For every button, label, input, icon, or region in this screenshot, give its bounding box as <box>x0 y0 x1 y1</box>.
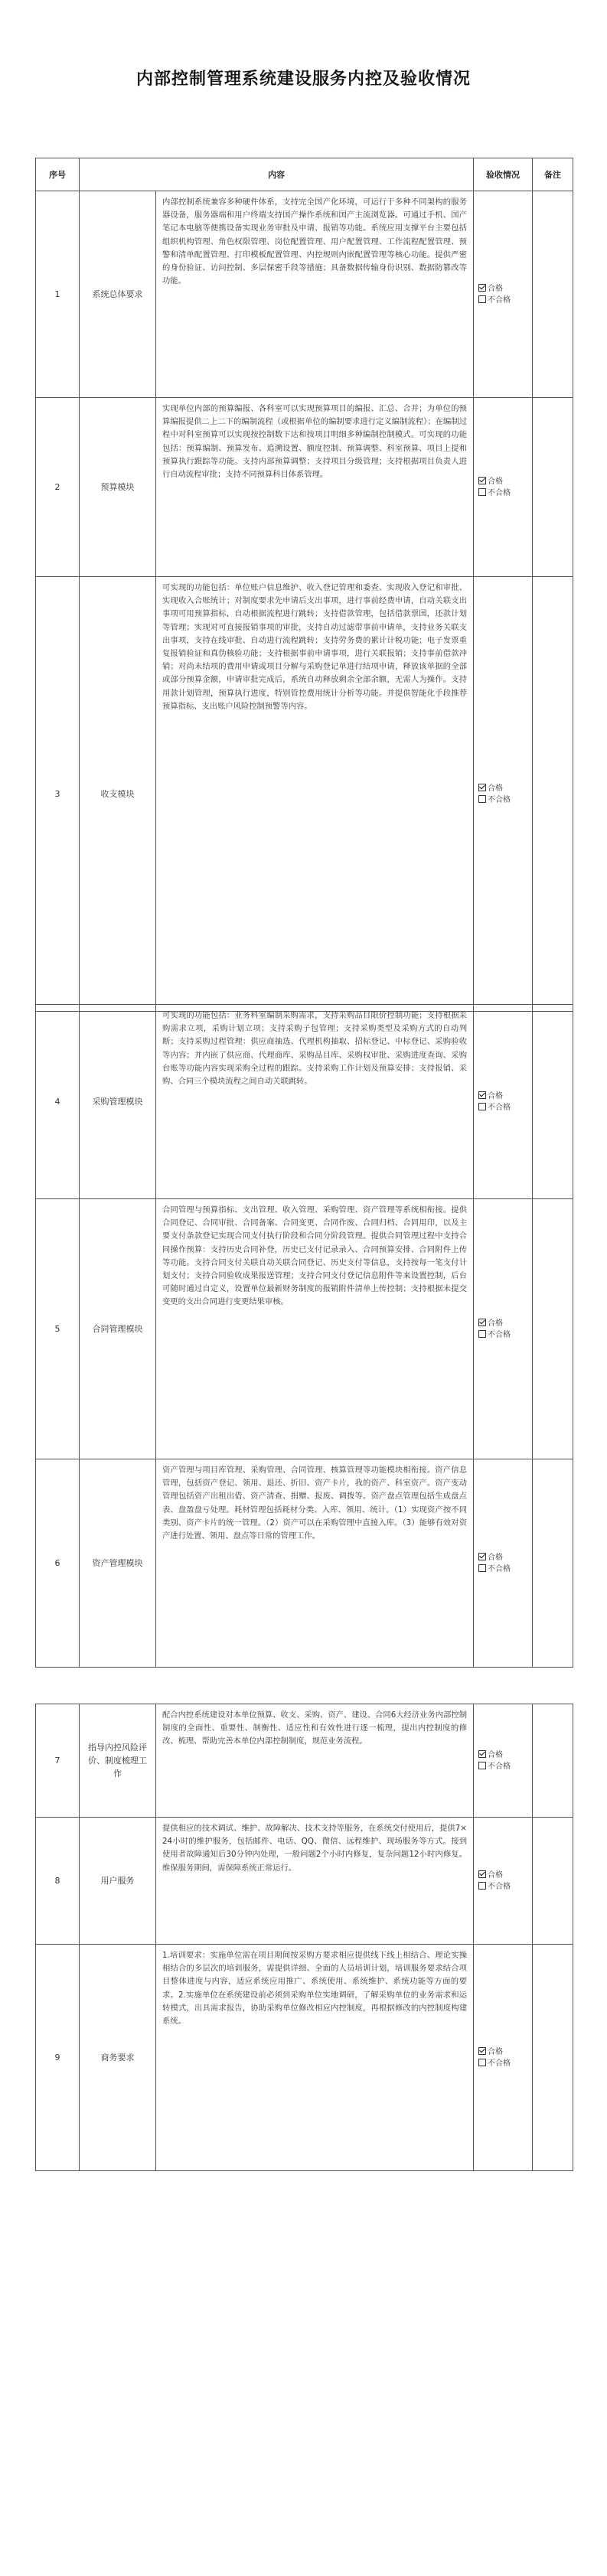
row-note <box>533 1005 573 1199</box>
row-check <box>474 577 533 1012</box>
header-note: 备注 <box>533 158 573 191</box>
pass-label: 合格 <box>488 1750 503 1759</box>
checkbox-icon[interactable] <box>478 1330 486 1338</box>
row-no: 9 <box>36 1945 80 2171</box>
table-row <box>36 1199 573 1459</box>
checked-box-icon[interactable] <box>478 1750 486 1758</box>
checked-box-icon[interactable] <box>478 1870 486 1878</box>
table-row <box>36 398 573 577</box>
acceptance-table-part-3 <box>35 1704 573 2171</box>
header-content: 内容 <box>80 158 474 191</box>
row-check <box>474 1199 533 1459</box>
row-content: 1.培训要求：实施单位需在项目期间按采购方要求相应提供线下线上相结合、理论实操相结合的多层次的培训服务，需提供详细、全面的人员培训计划，培训服务要求结合项目整体进度与内容，适应系统应用推广、系统使用、系统维护、系统功能等方面的要求。2.实施单位在系统建设前必须到采购单位实地调研，了解采购单位的业务需求和运转模式，出具需求报告，协助采购单位修改相应内控制度，再根据修改的内控制度构建系统。 <box>156 1945 474 2171</box>
pass-option[interactable] <box>478 1552 532 1564</box>
fail-option[interactable] <box>478 1564 532 1575</box>
checkbox-icon[interactable] <box>478 2059 486 2066</box>
checked-box-icon[interactable] <box>478 284 486 292</box>
fail-option[interactable] <box>478 1102 532 1114</box>
row-no: 3 <box>36 577 80 1012</box>
pass-label: 合格 <box>488 1091 503 1101</box>
row-content: 合同管理与预算指标、支出管理、收入管理、采购管理、资产管理等系统相衔接。提供合同登记、合同审批、合同备案、合同变更、合同作废、合同归档、合同用印，以及主要支付条款登记实现合同支付执行阶段和合同分阶段管理。提供合同管理过程中支持合同操作预算：支持历史合同补登，历史已支付记录录入、合同预算安排、合同附件上传等功能。支持合同支付关联自动关联合同登记、历史支付等信息，支持按每一笔支付计划支付；支持合同验收成果报送管理；支持合同支付登记信息附件等来设置控制，后台可随时通过自定义，设置单位最新财务制度的报销附件清单上传控制；支持根据未提交变更的支出合同进行变更结果审核。 <box>156 1199 474 1459</box>
row-note <box>533 1818 573 1945</box>
fail-label: 不合格 <box>488 1882 511 1891</box>
fail-option[interactable] <box>478 794 532 806</box>
fail-label: 不合格 <box>488 2059 511 2068</box>
table-row <box>36 1005 573 1199</box>
table-row <box>36 1459 573 1668</box>
row-name: 系统总体要求 <box>80 191 156 398</box>
document-title: 内部控制管理系统建设服务内控及验收情况 <box>135 70 471 89</box>
pass-option[interactable] <box>478 283 532 295</box>
pass-label: 合格 <box>488 2047 503 2056</box>
row-no: 5 <box>36 1199 80 1459</box>
fail-label: 不合格 <box>488 488 511 497</box>
table-row <box>36 1704 573 1818</box>
fail-option[interactable] <box>478 2058 532 2069</box>
table-row <box>36 191 573 398</box>
checkbox-icon[interactable] <box>478 1564 486 1572</box>
row-name: 预算模块 <box>80 398 156 577</box>
pass-label: 合格 <box>488 1319 503 1328</box>
row-check <box>474 1945 533 2171</box>
pass-label: 合格 <box>488 477 503 486</box>
checkbox-icon[interactable] <box>478 488 486 496</box>
checkbox-icon[interactable] <box>478 1882 486 1890</box>
checked-box-icon[interactable] <box>478 477 486 484</box>
row-check <box>474 398 533 577</box>
row-content: 内部控制系统兼容多种硬件体系，支持完全国产化环境，可运行于多种不同架构的服务器设备，服务器端和用户终端支持国产操作系统和国产主流浏览器。可通过手机、国产笔记本电脑等便携设备实现业务审批及申请、报销等功能。系统应用支撑平台主要包括组织机构管理、角色权限管理、岗位配置管理、用户配置管理、工作流程配置管理、预警和清单配置管理、打印模板配置管理、内控规则内嵌配置管理等核心功能。提供严密的身份验证、访问控制、多层保密手段等措施；具备数据传输身份识别、数据防篡改等功能。 <box>156 191 474 398</box>
acceptance-table-part-1 <box>35 158 573 1012</box>
row-note <box>533 1945 573 2171</box>
acceptance-table-part-2 <box>35 1004 573 1668</box>
table-row <box>36 1945 573 2171</box>
row-note <box>533 1199 573 1459</box>
header-no: 序号 <box>36 158 80 191</box>
row-content: 实现单位内部的预算编报、各科室可以实现预算项目的编报、汇总、合并；为单位的预算编报提供二上二下的编制流程（或根据单位的编制要求进行定义编制流程）；在编制过程中对科室预算可以实现按控制数下达和按项目明细多种编制控制模式。可实现的功能包括：预算编制、预算发布、追溯设置、额度控制、预算调整、科室预算、项目上提和预算执行跟踪等功能。支持内部预算调整；支持项目分级管理；支持根据项目负责人进行自动流程审批；支持不同预算科目体系管理。 <box>156 398 474 577</box>
row-check <box>474 1459 533 1668</box>
fail-label: 不合格 <box>488 795 511 804</box>
pass-option[interactable] <box>478 2046 532 2058</box>
row-name: 收支模块 <box>80 577 156 1012</box>
row-check <box>474 1818 533 1945</box>
checkbox-icon[interactable] <box>478 295 486 303</box>
pass-label: 合格 <box>488 284 503 293</box>
checkbox-icon[interactable] <box>478 1103 486 1110</box>
row-name: 资产管理模块 <box>80 1459 156 1668</box>
row-name: 指导内控风险评价、制度梳理工作 <box>80 1704 156 1818</box>
checked-box-icon[interactable] <box>478 2047 486 2055</box>
table-row <box>36 577 573 1012</box>
row-note <box>533 1704 573 1818</box>
row-check <box>474 1704 533 1818</box>
row-content: 提供相应的技术调试、维护、故障解决、技术支持等服务，在系统交付使用后，提供7×24小时的维护服务，包括邮件、电话、QQ、微信、远程维护、现场服务等方式。接到使用者故障通知后30分钟内处理，一般问题2个小时内修复，复杂问题12小时内修复。维保服务期间，需保障系统正常运行。 <box>156 1818 474 1945</box>
checked-box-icon[interactable] <box>478 1091 486 1099</box>
fail-label: 不合格 <box>488 1564 511 1573</box>
row-no: 4 <box>36 1005 80 1199</box>
fail-label: 不合格 <box>488 295 511 305</box>
row-no: 8 <box>36 1818 80 1945</box>
checkbox-icon[interactable] <box>478 1762 486 1769</box>
pass-label: 合格 <box>488 1870 503 1880</box>
row-note <box>533 398 573 577</box>
row-note <box>533 1459 573 1668</box>
table-header-row <box>36 158 573 191</box>
pass-label: 合格 <box>488 784 503 793</box>
pass-option[interactable] <box>478 476 532 487</box>
pass-option[interactable] <box>478 1091 532 1102</box>
row-check <box>474 191 533 398</box>
row-no: 2 <box>36 398 80 577</box>
row-content: 可实现的功能包括：业务科室编制采购需求，支持采购品目限价控制功能；支持根据采购需求立项，采购计划立项；支持采购子包管理；支持采购类型及采购方式的自动判断；支持采购过程管理：供应商抽选、代理机构抽取、招标登记、中标登记、采购验收等内容；并内嵌了供应商、代理商库、采购品目库、采购权审批、采购进度查询、采购台账等功能内容实现采购全过程的跟踪。支持采购工作计划及预算安排；支持报销、采购、合同三个模块流程之间自动关联跳转。 <box>156 1005 474 1199</box>
row-content: 配合内控系统建设对本单位预算、收支、采购、资产、建设、合同6大经济业务内部控制制度的全面性、重要性、制衡性、适应性和有效性进行逐一梳理，提出内控制度的修改、梳理、帮助完善本单位内部控制制度，规范业务流程。 <box>156 1704 474 1818</box>
row-no: 1 <box>36 191 80 398</box>
pass-option[interactable] <box>478 783 532 794</box>
row-note <box>533 577 573 1012</box>
pass-option[interactable] <box>478 1870 532 1881</box>
pass-option[interactable] <box>478 1749 532 1761</box>
checkbox-icon[interactable] <box>478 795 486 803</box>
fail-option[interactable] <box>478 1761 532 1772</box>
row-no: 6 <box>36 1459 80 1668</box>
header-check: 验收情况 <box>474 158 533 191</box>
fail-option[interactable] <box>478 487 532 499</box>
checked-box-icon[interactable] <box>478 1553 486 1560</box>
fail-option[interactable] <box>478 1881 532 1893</box>
row-content: 可实现的功能包括：单位账户信息维护、收入登记管理和委查、实现收入登记和审批、实现收入合账统计；对制度要求先申请后支出事项，进行事前经费申请，自动关联支出事项可用预算指标，自动根据流程进行跳转；支持借款管理，包括借款票国，还款计划等管理；实现对可直接报销事项的审批，支持自动过滤带事前申请单，支持业务关联支出事项，支持在线审批、自动进行流程跳转；支持劳务费的累计计税功能；电子发票重复报销验证和真伪核验功能；支持根据事前申请事项，进行关联报销；支持事前借款冲销；对尚未结项的费用申请或项目分解与采购登记单进行结项申请，释放该单据的全部或部分预算金额，申请审批完成后，系统自动释放剩余全部余额，无需人为操作。支持用款计划管理，预算执行进度，特别管控费用统计分析等功能。并提供智能化手段推荐预算指标、支出账户风险控制预警等内容。 <box>156 577 474 1012</box>
row-name: 合同管理模块 <box>80 1199 156 1459</box>
pass-option[interactable] <box>478 1318 532 1329</box>
table-row <box>36 1818 573 1945</box>
row-note <box>533 191 573 398</box>
fail-option[interactable] <box>478 1329 532 1341</box>
fail-label: 不合格 <box>488 1762 511 1771</box>
fail-option[interactable] <box>478 295 532 306</box>
fail-label: 不合格 <box>488 1103 511 1112</box>
row-name: 用户服务 <box>80 1818 156 1945</box>
row-no: 7 <box>36 1704 80 1818</box>
row-check <box>474 1005 533 1199</box>
fail-label: 不合格 <box>488 1330 511 1339</box>
checked-box-icon[interactable] <box>478 1319 486 1326</box>
pass-label: 合格 <box>488 1553 503 1562</box>
row-name: 商务要求 <box>80 1945 156 2171</box>
checked-box-icon[interactable] <box>478 784 486 791</box>
row-name: 采购管理模块 <box>80 1005 156 1199</box>
row-content: 资产管理与项目库管理、采购管理、合同管理、核算管理等功能模块相衔接。资产信息管理，包括资产登记、领用、退还、折旧、资产卡片，我的资产、科室资产。资产变动管理包括资产出租出借、资产清查、捐赠、报废、调拨等。资产盘点管理包括生成盘点表、盘盈盘亏处理。耗材管理包括耗材分类、入库、领用、统计。（1）实现资产按不同类别、资产卡片的统一管理。（2）资产可以在采购管理中直接入库。（3）能够有效对资产进行处置、领用、盘点等日常的管理工作。 <box>156 1459 474 1668</box>
